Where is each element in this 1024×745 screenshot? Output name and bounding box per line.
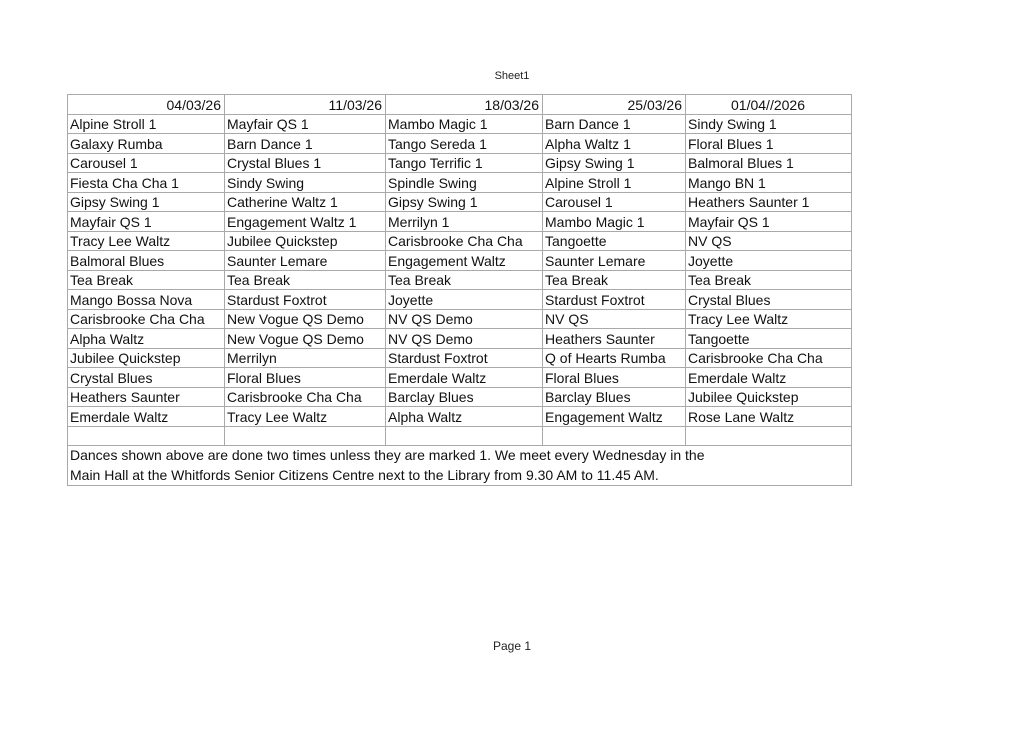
dance-cell: Tea Break bbox=[68, 270, 225, 290]
note-cell bbox=[68, 446, 852, 486]
blank-cell bbox=[686, 426, 852, 446]
dance-cell: Gipsy Swing 1 bbox=[543, 153, 686, 173]
dance-cell: Sindy Swing 1 bbox=[686, 114, 852, 134]
dance-cell: Barclay Blues bbox=[543, 387, 686, 407]
dance-cell: Mango BN 1 bbox=[686, 173, 852, 193]
sheet-title: Sheet1 bbox=[494, 70, 530, 82]
dance-cell: Jubilee Quickstep bbox=[68, 348, 225, 368]
dance-cell: Tangoette bbox=[543, 231, 686, 251]
dance-cell: Gipsy Swing 1 bbox=[386, 192, 543, 212]
dance-cell: Carisbrooke Cha Cha bbox=[686, 348, 852, 368]
dance-cell: Floral Blues bbox=[543, 368, 686, 388]
dance-cell: Tracy Lee Waltz bbox=[225, 407, 386, 427]
blank-cell bbox=[225, 426, 386, 446]
dance-cell: Alpine Stroll 1 bbox=[68, 114, 225, 134]
dance-cell: New Vogue QS Demo bbox=[225, 309, 386, 329]
dance-cell: Balmoral Blues bbox=[68, 251, 225, 271]
blank-row bbox=[68, 426, 852, 446]
schedule-body bbox=[68, 114, 852, 426]
dance-cell: Floral Blues 1 bbox=[686, 134, 852, 154]
dance-cell: Galaxy Rumba bbox=[68, 134, 225, 154]
dance-cell: Alpha Waltz 1 bbox=[543, 134, 686, 154]
dance-row bbox=[68, 290, 852, 310]
dance-cell: Carisbrooke Cha Cha bbox=[225, 387, 386, 407]
dance-cell: Tea Break bbox=[686, 270, 852, 290]
dance-cell: NV QS bbox=[686, 231, 852, 251]
dance-cell: Jubilee Quickstep bbox=[225, 231, 386, 251]
dance-cell: Merrilyn 1 bbox=[386, 212, 543, 232]
dance-cell: Barn Dance 1 bbox=[225, 134, 386, 154]
dance-cell: NV QS bbox=[543, 309, 686, 329]
dance-cell: Emerdale Waltz bbox=[68, 407, 225, 427]
dance-cell: Tea Break bbox=[386, 270, 543, 290]
dance-row bbox=[68, 192, 852, 212]
dance-row bbox=[68, 368, 852, 388]
dance-row bbox=[68, 212, 852, 232]
dance-cell: Engagement Waltz bbox=[386, 251, 543, 271]
dance-cell: Carousel 1 bbox=[68, 153, 225, 173]
dance-cell: Heathers Saunter bbox=[543, 329, 686, 349]
note-row bbox=[68, 446, 852, 486]
date-header: 18/03/26 bbox=[386, 95, 543, 115]
date-header-row bbox=[68, 95, 852, 115]
dance-cell: Crystal Blues bbox=[686, 290, 852, 310]
dance-row bbox=[68, 251, 852, 271]
dance-row bbox=[68, 114, 852, 134]
dance-cell: NV QS Demo bbox=[386, 329, 543, 349]
dance-cell: Rose Lane Waltz bbox=[686, 407, 852, 427]
dance-cell: Mango Bossa Nova bbox=[68, 290, 225, 310]
dance-cell: New Vogue QS Demo bbox=[225, 329, 386, 349]
dance-cell: Mambo Magic 1 bbox=[543, 212, 686, 232]
blank-cell bbox=[386, 426, 543, 446]
dance-cell: Emerdale Waltz bbox=[386, 368, 543, 388]
dance-cell: Carousel 1 bbox=[543, 192, 686, 212]
dance-cell: Carisbrooke Cha Cha bbox=[68, 309, 225, 329]
dance-cell: Carisbrooke Cha Cha bbox=[386, 231, 543, 251]
note-line-2: Main Hall at the Whitfords Senior Citizens Centre next to the Library from 9.30 AM to 11.45 AM. bbox=[70, 466, 659, 483]
dance-cell: Engagement Waltz bbox=[543, 407, 686, 427]
dance-schedule-table bbox=[67, 94, 852, 486]
blank-cell bbox=[543, 426, 686, 446]
dance-cell: Tangoette bbox=[686, 329, 852, 349]
dance-row bbox=[68, 270, 852, 290]
dance-cell: Mayfair QS 1 bbox=[686, 212, 852, 232]
date-header: 11/03/26 bbox=[225, 95, 386, 115]
dance-cell: Saunter Lemare bbox=[543, 251, 686, 271]
dance-cell: Jubilee Quickstep bbox=[686, 387, 852, 407]
date-header: 01/04//2026 bbox=[686, 95, 852, 115]
dance-cell: Heathers Saunter 1 bbox=[686, 192, 852, 212]
dance-row bbox=[68, 134, 852, 154]
dance-cell: Stardust Foxtrot bbox=[543, 290, 686, 310]
dance-cell: Tracy Lee Waltz bbox=[68, 231, 225, 251]
page-footer: Page 1 bbox=[492, 639, 532, 653]
dance-row bbox=[68, 231, 852, 251]
dance-cell: Tea Break bbox=[543, 270, 686, 290]
dance-cell: Tea Break bbox=[225, 270, 386, 290]
dance-cell: Floral Blues bbox=[225, 368, 386, 388]
dance-cell: Saunter Lemare bbox=[225, 251, 386, 271]
dance-cell: Mambo Magic 1 bbox=[386, 114, 543, 134]
dance-cell: Catherine Waltz 1 bbox=[225, 192, 386, 212]
dance-row bbox=[68, 153, 852, 173]
dance-cell: NV QS Demo bbox=[386, 309, 543, 329]
dance-cell: Emerdale Waltz bbox=[686, 368, 852, 388]
dance-cell: Q of Hearts Rumba bbox=[543, 348, 686, 368]
dance-row bbox=[68, 173, 852, 193]
dance-cell: Engagement Waltz 1 bbox=[225, 212, 386, 232]
dance-row bbox=[68, 329, 852, 349]
dance-cell: Alpha Waltz bbox=[386, 407, 543, 427]
dance-cell: Mayfair QS 1 bbox=[68, 212, 225, 232]
note-line-1: Dances shown above are done two times unless they are marked 1. We meet every Wednesday in the bbox=[70, 447, 705, 463]
dance-cell: Stardust Foxtrot bbox=[225, 290, 386, 310]
dance-cell: Barn Dance 1 bbox=[543, 114, 686, 134]
date-header: 25/03/26 bbox=[543, 95, 686, 115]
dance-row bbox=[68, 348, 852, 368]
dance-cell: Stardust Foxtrot bbox=[386, 348, 543, 368]
dance-cell: Crystal Blues 1 bbox=[225, 153, 386, 173]
dance-cell: Barclay Blues bbox=[386, 387, 543, 407]
dance-row bbox=[68, 407, 852, 427]
dance-cell: Sindy Swing bbox=[225, 173, 386, 193]
dance-cell: Mayfair QS 1 bbox=[225, 114, 386, 134]
dance-cell: Tracy Lee Waltz bbox=[686, 309, 852, 329]
dance-cell: Joyette bbox=[686, 251, 852, 271]
dance-cell: Merrilyn bbox=[225, 348, 386, 368]
dance-cell: Tango Sereda 1 bbox=[386, 134, 543, 154]
dance-cell: Crystal Blues bbox=[68, 368, 225, 388]
dance-cell: Tango Terrific 1 bbox=[386, 153, 543, 173]
blank-cell bbox=[68, 426, 225, 446]
dance-row bbox=[68, 387, 852, 407]
date-header: 04/03/26 bbox=[68, 95, 225, 115]
dance-cell: Balmoral Blues 1 bbox=[686, 153, 852, 173]
dance-cell: Gipsy Swing 1 bbox=[68, 192, 225, 212]
dance-cell: Alpha Waltz bbox=[68, 329, 225, 349]
dance-row bbox=[68, 309, 852, 329]
dance-cell: Fiesta Cha Cha 1 bbox=[68, 173, 225, 193]
dance-cell: Joyette bbox=[386, 290, 543, 310]
dance-cell: Alpine Stroll 1 bbox=[543, 173, 686, 193]
dance-cell: Heathers Saunter bbox=[68, 387, 225, 407]
dance-cell: Spindle Swing bbox=[386, 173, 543, 193]
